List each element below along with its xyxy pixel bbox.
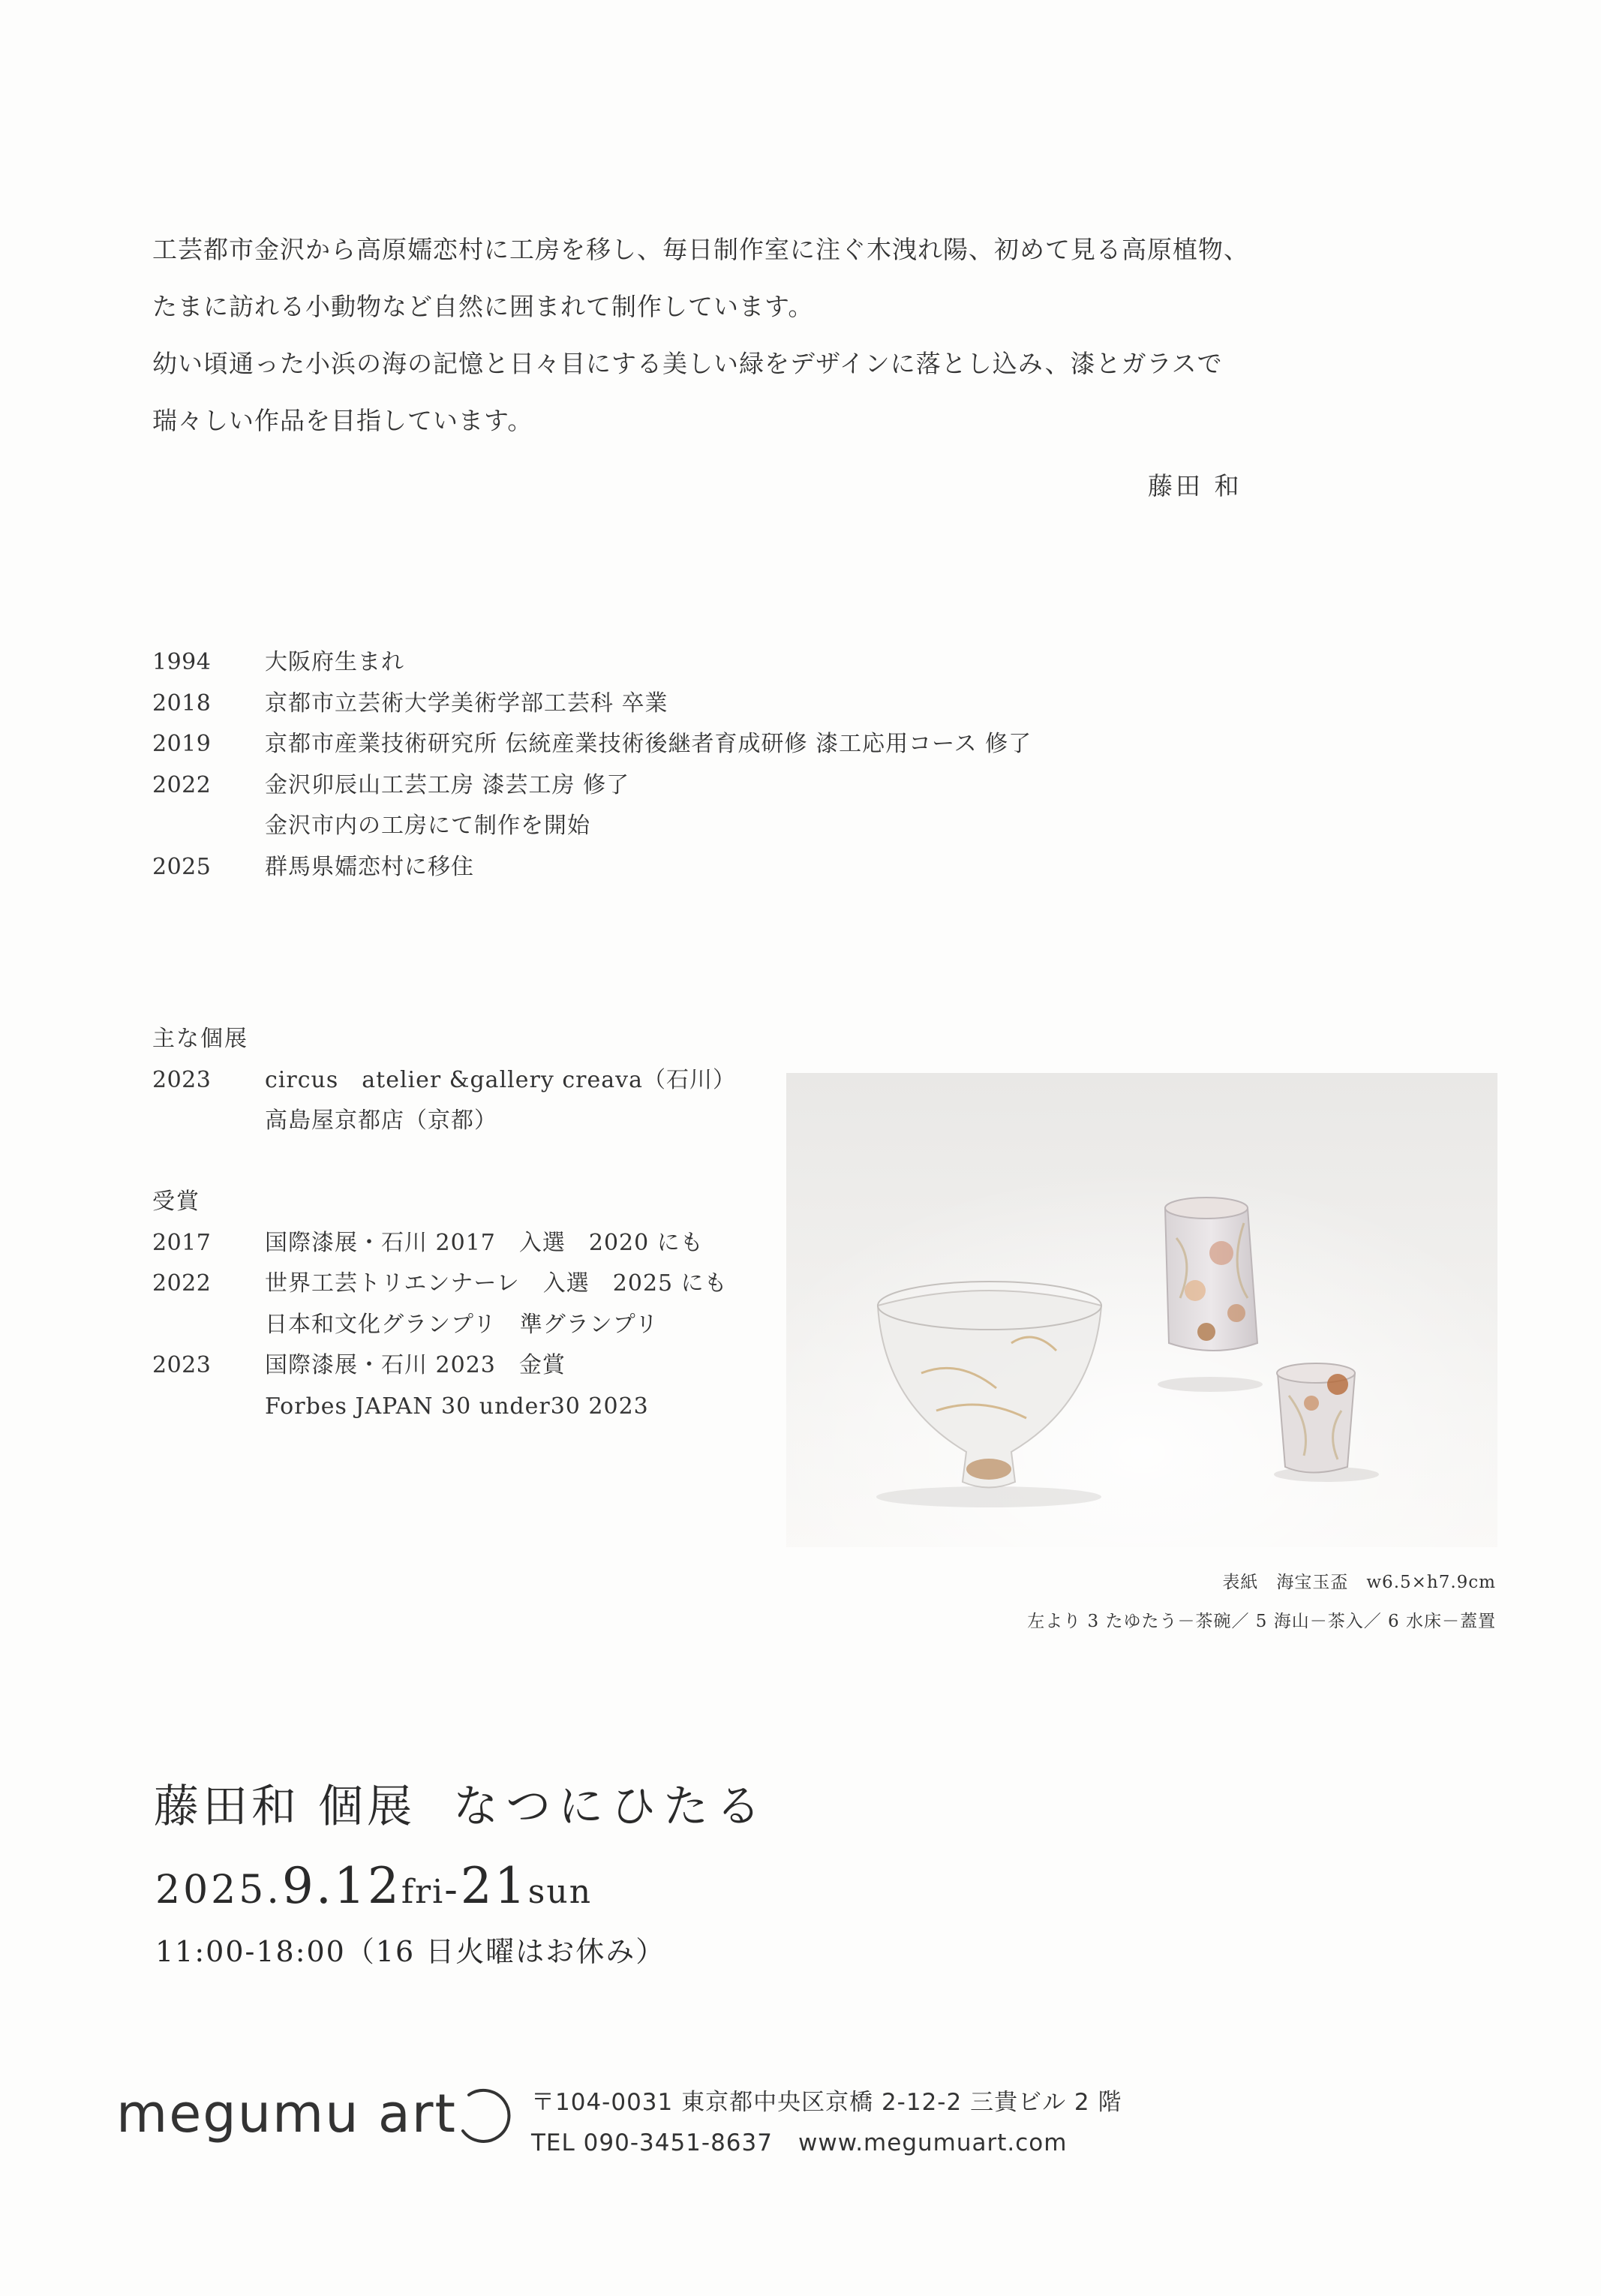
bio-year: 2022 [152,771,212,798]
gallery-website: www.megumuart.com [797,2129,1068,2156]
bio-text: 大阪府生まれ [265,649,404,675]
date-year: 2025. [155,1868,282,1913]
crescent-icon [452,2080,512,2147]
gallery-phone: TEL 090-3451-8637 [531,2129,773,2156]
award-year: 2023 [152,1352,212,1378]
award-text: Forbes JAPAN 30 under30 2023 [265,1393,649,1420]
caption-line: 左より 3 たゆたう－茶碗／ 5 海山－茶入／ 6 水床－蓋置 [1027,1612,1496,1631]
bio-row [152,806,1032,847]
statement-line: 幼い頃通った小浜の海の記憶と日々目にする美しい緑をデザインに落とし込み、漆とガラスで [152,349,1223,378]
gallery-address: 〒104-0031 東京都中央区京橋 2-12-2 三貴ビル 2 階 [531,2089,1122,2116]
statement-line: たまに訪れる小動物など自然に囲まれて制作しています。 [152,292,814,321]
award-year: 2017 [152,1229,212,1256]
bio-row [152,642,1032,684]
solo-heading: 主な個展 [152,1026,248,1052]
solo-row [152,1060,736,1101]
date-end: 21 [460,1857,528,1915]
bio-row [152,684,1032,725]
award-year [152,1387,265,1428]
exhibition-title-name: 藤田和 個展 [154,1781,416,1833]
statement-line: 瑞々しい作品を目指しています。 [152,406,533,435]
award-row [152,1223,728,1264]
artist-signature: 藤田 和 [1148,471,1242,500]
bio-year [152,806,265,847]
bio-year: 1994 [152,649,212,675]
bio-row [152,765,1032,807]
solo-text: circus atelier &gallery creava（石川） [265,1066,736,1093]
bio-row [152,847,1032,888]
solo-year [152,1101,265,1142]
bio-year: 2025 [152,853,212,880]
bio-text: 群馬県嬬恋村に移住 [265,853,474,880]
bio-year: 2019 [152,731,212,757]
award-year: 2022 [152,1270,212,1297]
artwork-photo [786,1073,1497,1547]
exhibition-title-sub: なつにひたる [453,1781,769,1833]
date-end-day: sun [527,1873,593,1911]
award-text: 世界工芸トリエンナーレ 入選 2025 にも [265,1270,728,1297]
bio-text: 金沢卯辰山工芸工房 漆芸工房 修了 [265,771,630,798]
artist-statement [152,221,1293,449]
bio-text: 金沢市内の工房にて制作を開始 [265,813,590,839]
award-year [152,1305,265,1346]
bio-text: 京都市産業技術研究所 伝統産業技術後継者育成研修 漆工応用コース 修了 [265,731,1032,757]
date-start-day: fri [401,1873,445,1911]
awards-heading: 受賞 [152,1189,200,1215]
gallery-logo [116,2080,512,2147]
award-text: 日本和文化グランプリ 準グランプリ [265,1311,659,1338]
date-start: 9.12 [281,1857,401,1915]
biography-list [152,642,1032,888]
statement-line: 工芸都市金沢から高原嬬恋村に工房を移し、毎日制作室に注ぐ木洩れ陽、初めて見る高原植物、 [152,235,1249,264]
gallery-logo-text: megumu art [116,2083,457,2144]
award-row [152,1387,728,1428]
award-row [152,1305,728,1346]
exhibition-dates [155,1857,592,1915]
gallery-phone-web-line [531,2123,1122,2163]
bio-year: 2018 [152,690,212,717]
award-row [152,1345,728,1387]
award-text: 国際漆展・石川 2023 金賞 [265,1352,566,1378]
award-text: 国際漆展・石川 2017 入選 2020 にも [265,1229,704,1256]
solo-text: 高島屋京都店（京都） [265,1107,497,1134]
caption-line: 表紙 海宝玉盃 w6.5×h7.9cm [1222,1573,1496,1592]
gallery-contact [531,2082,1122,2163]
awards [152,1182,728,1427]
award-row [152,1264,728,1305]
solo-row [152,1101,736,1142]
date-separator: - [444,1868,461,1913]
solo-exhibitions [152,1019,736,1142]
solo-year: 2023 [152,1066,212,1093]
opening-hours: 11:00-18:00（16 日火曜はお休み） [155,1935,666,1968]
exhibition-title [154,1771,768,1835]
photo-caption [1027,1563,1496,1641]
bio-text: 京都市立芸術大学美術学部工芸科 卒業 [265,690,668,717]
bio-row [152,724,1032,765]
